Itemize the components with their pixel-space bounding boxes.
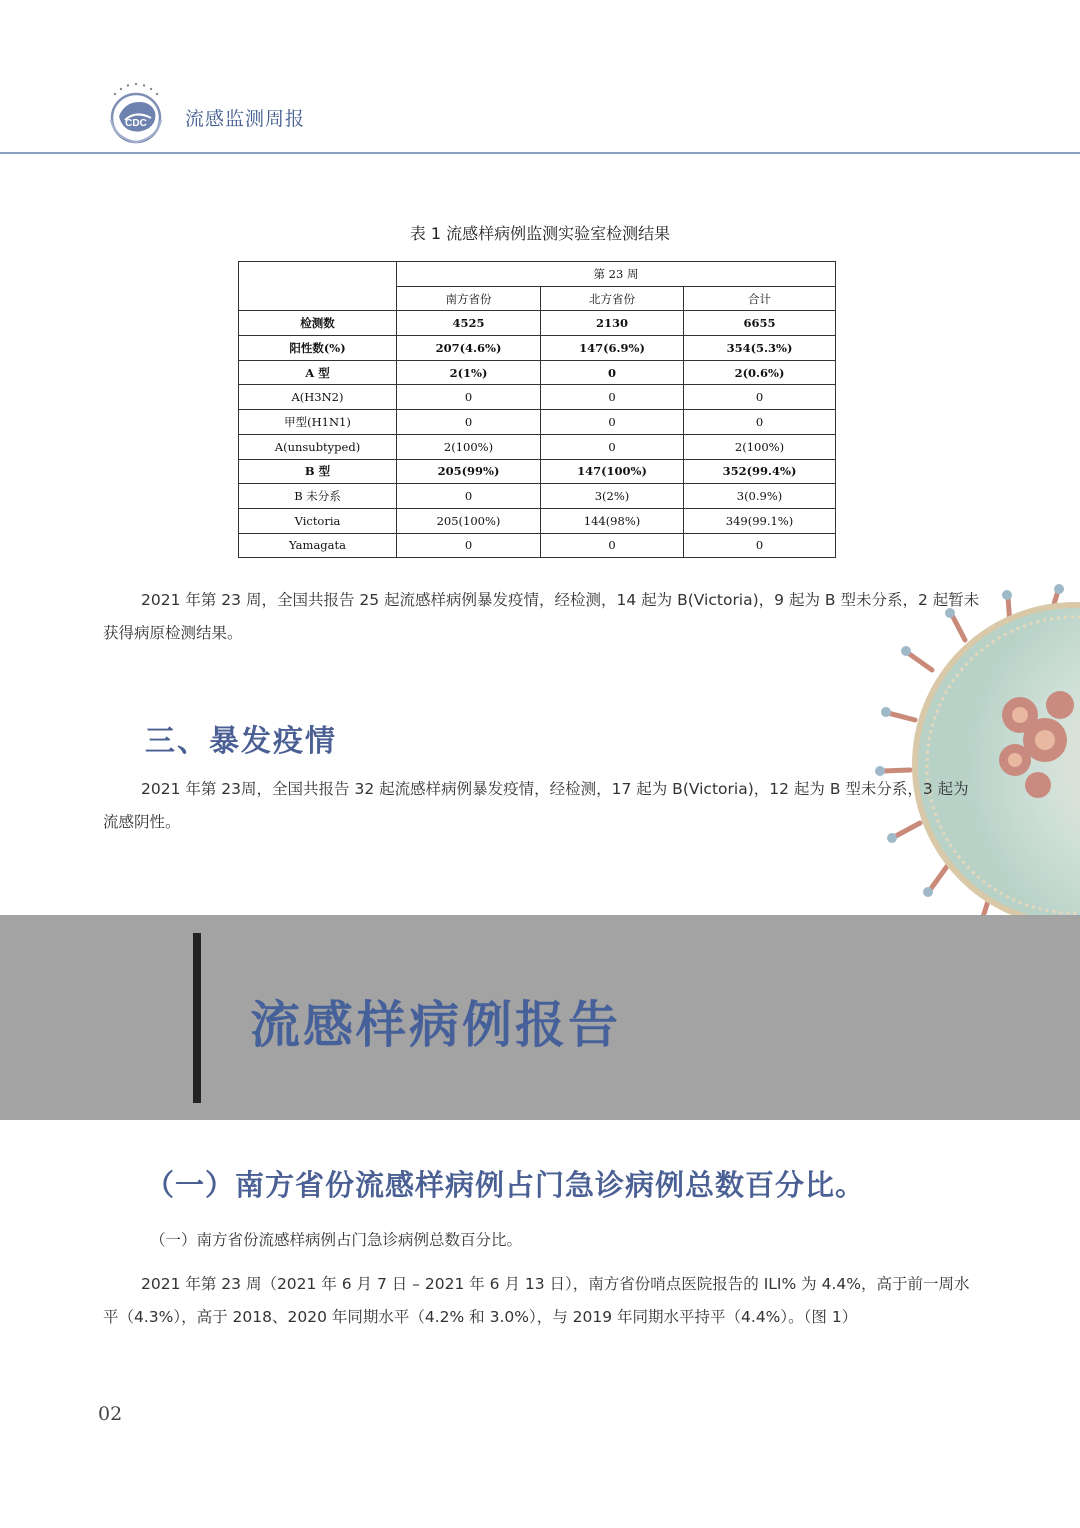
table-cell: 147(6.9%) bbox=[541, 336, 684, 361]
subsection-subtitle: （一）南方省份流感样病例占门急诊病例总数百分比。 bbox=[150, 1231, 523, 1249]
section-paragraph: 2021 年第 23周，全国共报告 32 起流感样病例暴发疫情，经检测，17 起为 B(Victoria)，12 起为 B 型未分系，3 起为流感阴性。 bbox=[103, 780, 969, 831]
table-cell: 0 bbox=[397, 410, 541, 435]
china-cdc-logo bbox=[103, 80, 169, 146]
table-cell: 349(99.1%) bbox=[684, 508, 836, 533]
row-label: A 型 bbox=[239, 360, 397, 385]
row-label: 检测数 bbox=[239, 311, 397, 336]
table-cell: 0 bbox=[397, 385, 541, 410]
row-label: 阳性数(%) bbox=[239, 336, 397, 361]
table-cell: 144(98%) bbox=[541, 508, 684, 533]
table-cell: 0 bbox=[541, 410, 684, 435]
page-header bbox=[0, 0, 1080, 155]
banner-accent-bar bbox=[193, 933, 201, 1103]
table-row bbox=[239, 508, 836, 533]
table-corner-cell bbox=[239, 262, 397, 311]
table-cell: 0 bbox=[684, 533, 836, 558]
table-cell: 2(0.6%) bbox=[684, 360, 836, 385]
chapter-title: 流感样病例报告 bbox=[250, 996, 621, 1054]
row-label: B 型 bbox=[239, 459, 397, 484]
table-row bbox=[239, 459, 836, 484]
page-number: 02 bbox=[98, 1403, 123, 1425]
subsection-heading: （一）南方省份流感样病例占门急诊病例总数百分比。 bbox=[145, 1168, 866, 1202]
table-cell: 3(2%) bbox=[541, 484, 684, 509]
row-label: A(H3N2) bbox=[239, 385, 397, 410]
table-cell: 2130 bbox=[541, 311, 684, 336]
table-row bbox=[239, 385, 836, 410]
table-row bbox=[239, 484, 836, 509]
table-cell: 0 bbox=[541, 434, 684, 459]
table-cell: 2(1%) bbox=[397, 360, 541, 385]
table-cell: 352(99.4%) bbox=[684, 459, 836, 484]
table-cell: 6655 bbox=[684, 311, 836, 336]
table-cell: 0 bbox=[541, 360, 684, 385]
table-cell: 0 bbox=[684, 385, 836, 410]
table-cell: 207(4.6%) bbox=[397, 336, 541, 361]
lab-results-table-wrapper bbox=[238, 261, 835, 558]
row-label: Victoria bbox=[239, 508, 397, 533]
table-row bbox=[239, 336, 836, 361]
column-header: 合计 bbox=[684, 286, 836, 311]
row-label: B 未分系 bbox=[239, 484, 397, 509]
table-caption: 表 1 流感样病例监测实验室检测结果 bbox=[409, 224, 671, 243]
table-week-header: 第 23 周 bbox=[397, 262, 836, 287]
table-row bbox=[239, 360, 836, 385]
column-header: 北方省份 bbox=[541, 286, 684, 311]
table-cell: 147(100%) bbox=[541, 459, 684, 484]
table-cell: 0 bbox=[541, 533, 684, 558]
table-cell: 354(5.3%) bbox=[684, 336, 836, 361]
table-cell: 3(0.9%) bbox=[684, 484, 836, 509]
table-cell: 4525 bbox=[397, 311, 541, 336]
table-row bbox=[239, 533, 836, 558]
table-cell: 205(99%) bbox=[397, 459, 541, 484]
header-divider bbox=[0, 152, 1080, 154]
table-cell: 0 bbox=[397, 533, 541, 558]
table-row bbox=[239, 410, 836, 435]
publication-title: 流感监测周报 bbox=[185, 108, 306, 130]
table-cell: 205(100%) bbox=[397, 508, 541, 533]
table-row bbox=[239, 311, 836, 336]
ili-paragraph: 2021 年第 23 周（2021 年 6 月 7 日 – 2021 年 6 月 13 日），南方省份哨点医院报告的 ILI% 为 4.4%，高于前一周水平（4.3%），高于 2018、2020 年同期水平（4.2% 和 3.0%），与 2019 年同期水平持平（4.4%）。（图 1） bbox=[103, 1275, 970, 1326]
row-label: A(unsubtyped) bbox=[239, 434, 397, 459]
section-heading: 三、暴发疫情 bbox=[145, 724, 337, 759]
table-cell: 2(100%) bbox=[684, 434, 836, 459]
table-cell: 0 bbox=[541, 385, 684, 410]
column-header: 南方省份 bbox=[397, 286, 541, 311]
table-row bbox=[239, 434, 836, 459]
table-cell: 2(100%) bbox=[397, 434, 541, 459]
row-label: Yamagata bbox=[239, 533, 397, 558]
row-label: 甲型(H1N1) bbox=[239, 410, 397, 435]
table-cell: 0 bbox=[397, 484, 541, 509]
svg-text:CDC: CDC bbox=[125, 118, 147, 129]
table-cell: 0 bbox=[684, 410, 836, 435]
lab-results-table bbox=[238, 261, 836, 558]
outbreak-summary-paragraph: 2021 年第 23 周，全国共报告 25 起流感样病例暴发疫情，经检测，14 起为 B(Victoria)，9 起为 B 型未分系，2 起暂未获得病原检测结果。 bbox=[103, 591, 980, 642]
